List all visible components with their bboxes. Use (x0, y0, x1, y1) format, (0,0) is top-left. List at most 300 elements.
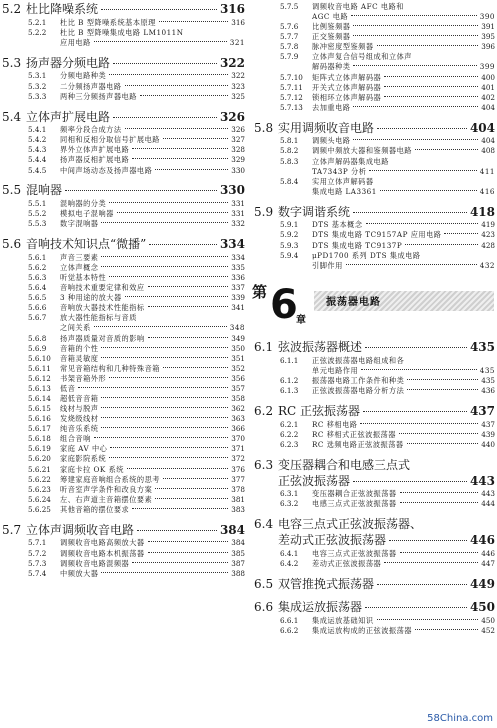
entry-title: 集成运放基础知识 (312, 615, 374, 625)
leader-dots (384, 96, 478, 97)
leader-dots (101, 572, 228, 573)
page-number: 381 (231, 494, 245, 504)
entry-title: 立体声复合信号组成和立体声 (312, 52, 412, 62)
page-number: 327 (231, 135, 245, 145)
page-number: 387 (231, 558, 245, 568)
toc-subsection (0, 82, 245, 91)
entry-number: 6.4.1 (280, 548, 299, 558)
toc-section (0, 183, 245, 197)
leader-dots (377, 584, 467, 585)
page-number: 449 (469, 576, 495, 591)
leader-dots (400, 492, 479, 493)
entry-title: 分频电路种类 (60, 71, 107, 81)
entry-title: 立体声调频收音电路 (26, 522, 135, 537)
leader-dots (366, 223, 479, 224)
entry-number: 5.6.17 (28, 424, 51, 434)
page-number: 349 (231, 333, 245, 343)
leader-dots (351, 15, 477, 16)
leader-dots (405, 244, 478, 245)
toc-subsection (0, 293, 245, 302)
entry-title: 界外立体声扩展电路 (60, 145, 130, 155)
toc-subsection (0, 404, 245, 413)
page-number: 390 (479, 12, 495, 22)
entry-number: 5.6.3 (28, 273, 47, 283)
page-number: 326 (219, 109, 245, 124)
entry-title: 音响技术重要定律和效应 (60, 283, 145, 293)
toc-section (0, 110, 245, 124)
entry-title: 集成运放构成的正弦波振荡器 (312, 625, 412, 635)
entry-title: 电容三点式正弦波振荡器、 (278, 517, 423, 532)
toc-subsection (252, 22, 495, 31)
entry-title: 听音室声学条件和改良方案 (60, 484, 153, 494)
toc-subsection (0, 424, 245, 433)
entry-number: 5.6.9 (28, 343, 47, 353)
leader-dots (363, 411, 467, 412)
entry-number: 5.6.19 (28, 444, 51, 454)
page-number: 436 (481, 386, 495, 396)
entry-title: 低音 (60, 383, 76, 393)
page-number: 396 (481, 42, 495, 52)
toc-subsection (252, 157, 495, 166)
leader-dots (365, 607, 467, 608)
leader-dots (132, 158, 228, 159)
toc-subsection (0, 253, 245, 262)
page-number: 437 (481, 419, 495, 429)
entry-title: 集成电路 LA3361 (312, 186, 377, 196)
entry-title: 常见音箱结构和几种特殊音箱 (60, 363, 160, 373)
entry-title: 3 种用途的放大器 (60, 293, 122, 303)
leader-dots (346, 264, 477, 265)
toc-subsection (0, 454, 245, 463)
leader-dots (101, 222, 228, 223)
page-number: 404 (469, 120, 495, 135)
leader-dots (101, 417, 228, 418)
entry-title: 数字调谐系统 (278, 204, 351, 219)
entry-number: 5.8.1 (280, 136, 299, 146)
entry-title: AGC 电路 (312, 12, 349, 22)
toc-subsection (252, 430, 495, 439)
entry-title: 两种三分频扬声器电路 (60, 91, 137, 101)
entry-number: 5.6.7 (28, 313, 47, 323)
leader-dots (399, 433, 478, 434)
page-number: 446 (469, 532, 495, 547)
spacer (0, 102, 245, 110)
page-number: 447 (481, 558, 495, 568)
leader-dots (407, 379, 478, 380)
leader-dots (353, 65, 476, 66)
entry-title: 音箱灵敏度 (60, 353, 99, 363)
leader-dots (353, 212, 467, 213)
entry-number: 5.9.2 (280, 230, 299, 240)
entry-number: 5.9.4 (280, 250, 299, 260)
entry-title: 混响器的分类 (60, 199, 107, 209)
page-number: 357 (231, 383, 245, 393)
entry-title: 发烧级线材 (60, 414, 99, 424)
entry-number: 6.1.2 (280, 376, 299, 386)
entry-title: 矩阵式立体声解码器 (312, 72, 382, 82)
toc-subsection (0, 344, 245, 353)
entry-title: 模拟电子混响器 (60, 209, 114, 219)
leader-dots (163, 367, 228, 368)
entry-number: 6.4 (254, 517, 274, 532)
entry-number: 5.8 (254, 120, 274, 135)
entry-number: 6.2.3 (280, 439, 299, 449)
entry-title: 实用立体声解码器 (312, 176, 374, 186)
toc-subsection (0, 374, 245, 383)
leader-dots (365, 347, 467, 348)
toc-subsection (252, 2, 495, 11)
page-number: 402 (481, 92, 495, 102)
page-number: 339 (231, 293, 245, 303)
page-number: 356 (231, 373, 245, 383)
toc-subsection (252, 559, 495, 568)
toc-subsection (0, 313, 245, 322)
entry-number: 5.6.12 (28, 373, 51, 383)
leader-dots (101, 397, 228, 398)
page-number: 358 (231, 394, 245, 403)
chapter-title: 振荡器电路 (326, 296, 381, 308)
leader-dots (384, 562, 478, 563)
page-number: 411 (479, 166, 495, 176)
entry-number: 5.7.7 (280, 32, 299, 42)
leader-dots (400, 552, 479, 553)
entry-title: 家庭 AV 中心 (60, 444, 108, 454)
entry-number: 5.6.13 (28, 383, 51, 393)
spacer (0, 48, 245, 56)
entry-number: 5.3.2 (28, 81, 47, 91)
leader-dots (163, 478, 228, 479)
page-number: 371 (231, 444, 245, 454)
entry-number: 5.6 (2, 237, 22, 252)
leader-dots (94, 326, 227, 327)
entry-number: 5.6.2 (28, 262, 47, 272)
entry-number: 5.7.12 (280, 92, 303, 102)
entry-number: 5.4.2 (28, 135, 47, 145)
toc-subsection (0, 334, 245, 343)
entry-number: 5.9 (254, 204, 274, 219)
toc-subsection (252, 220, 495, 229)
page-number: 388 (231, 568, 245, 578)
entry-title: 其他音箱的摆位要求 (60, 504, 130, 514)
leader-dots (101, 9, 217, 10)
toc-subsection (252, 499, 495, 508)
page-number: 334 (231, 252, 245, 262)
toc-subsection (0, 485, 245, 494)
entry-number: 6.3.2 (280, 499, 299, 509)
page-number: 384 (231, 538, 245, 548)
spacer (252, 509, 495, 517)
toc-subsection (252, 386, 495, 395)
page-number: 316 (219, 2, 245, 16)
leader-dots (113, 117, 217, 118)
entry-number: 5.7.11 (280, 82, 303, 92)
entry-number: 6.5 (254, 576, 274, 591)
leader-dots (113, 63, 217, 64)
toc-subsection (252, 626, 495, 635)
entry-title: DTS 集成电路 TC9137P (312, 240, 403, 250)
leader-dots (407, 389, 478, 390)
toc-subsection (252, 489, 495, 498)
entry-title: 音响技术知识点“微播” (26, 237, 147, 252)
page-number: 416 (479, 186, 495, 196)
entry-number: 5.6.5 (28, 293, 47, 303)
page-number: 419 (481, 220, 495, 230)
toc-subsection (0, 283, 245, 292)
entry-number: 5.6.20 (28, 454, 51, 464)
entry-title: 比例鉴频器 (312, 22, 351, 32)
toc-section (252, 340, 495, 354)
leader-dots (101, 407, 228, 408)
entry-title: 正弦波振荡器电路分析方法 (312, 386, 405, 396)
entry-number: 5.7.6 (280, 22, 299, 32)
page-number: 341 (231, 303, 245, 313)
page-number: 423 (481, 230, 495, 240)
leader-dots (155, 169, 228, 170)
leader-dots (101, 357, 228, 358)
leader-dots (149, 244, 217, 245)
toc-subsection (0, 559, 245, 568)
toc-subsection (0, 71, 245, 80)
entry-title: DTS 集成电路 TC9157AP 应用电路 (312, 230, 442, 240)
entry-number: 5.6.4 (28, 283, 47, 293)
toc-entry-continuation (252, 62, 495, 71)
entry-title: 调频收音电路本机振荡器 (60, 548, 145, 558)
entry-title: 中间声场动态及扬声器电路 (60, 165, 153, 175)
entry-title: 家庭卡拉 OK 系统 (60, 464, 124, 474)
leader-dots (415, 629, 478, 630)
page-number: 323 (231, 81, 245, 91)
leader-dots (101, 266, 228, 267)
toc-subsection (0, 538, 245, 547)
spacer (0, 229, 245, 237)
entry-title: 杜比 B 型降噪系统基本原理 (60, 17, 156, 27)
leader-dots (353, 481, 467, 482)
entry-number: 5.7.13 (280, 102, 303, 112)
entry-title: TA7343P 分析 (312, 166, 367, 176)
leader-dots (65, 190, 217, 191)
entry-title: RC 移相电路 (312, 419, 358, 429)
leader-dots (127, 468, 228, 469)
leader-dots (101, 427, 228, 428)
page-number: 328 (231, 145, 245, 155)
entry-number: 6.2.2 (280, 429, 299, 439)
page-number: 443 (469, 473, 495, 488)
toc-subsection (0, 394, 245, 403)
entry-number: 6.3 (254, 457, 274, 472)
page-number: 444 (481, 499, 495, 509)
entry-number: 5.6.16 (28, 414, 51, 424)
entry-title: 双管推挽式振荡器 (278, 576, 375, 591)
leader-dots (125, 128, 229, 129)
toc-subsection (0, 303, 245, 312)
entry-title: 正弦波振荡器 (278, 473, 351, 488)
toc-subsection (0, 549, 245, 558)
entry-title: 杜比降噪系统 (26, 2, 99, 16)
entry-number: 5.7.9 (280, 52, 299, 62)
entry-title: 杜比 B 型降噪集成电路 LM1011N (60, 27, 184, 37)
entry-title: 集成运放振荡器 (278, 600, 363, 615)
toc-subsection (252, 440, 495, 449)
page-number: 322 (231, 71, 245, 81)
entry-number: 5.6.11 (28, 363, 51, 373)
spacer (252, 271, 495, 279)
page-number: 337 (231, 283, 245, 293)
entry-title: 差动式正弦波振荡器 (278, 532, 387, 547)
entry-number: 5.6.22 (28, 474, 51, 484)
entry-title: 立体声解码器集成电路 (312, 156, 389, 166)
entry-title: 调频收音电路 AFC 电路和 (312, 2, 404, 11)
leader-dots (137, 530, 217, 531)
page-number: 446 (481, 548, 495, 558)
entry-number: 5.7.10 (280, 72, 303, 82)
page-number: 316 (231, 17, 245, 27)
page-number: 418 (469, 204, 495, 219)
leader-dots (148, 541, 229, 542)
toc-entry-continuation (252, 167, 495, 176)
entry-title: 变压器耦合和电感三点式 (278, 457, 411, 472)
toc-subsection (0, 92, 245, 101)
leader-dots (155, 488, 228, 489)
entry-title: 正交鉴频器 (312, 32, 351, 42)
spacer (252, 197, 495, 205)
toc-subsection (0, 354, 245, 363)
leader-dots (353, 106, 478, 107)
page-number: 322 (219, 55, 245, 70)
entry-number: 5.7.1 (28, 538, 47, 548)
entry-title: μPD1700 系列 DTS 集成电路 (312, 250, 421, 260)
toc-entry-continuation (252, 12, 495, 21)
entry-title: 调频头电路 (312, 136, 351, 146)
entry-number: 6.6 (254, 600, 274, 615)
entry-number: 5.4.1 (28, 125, 47, 135)
toc-subsection (0, 384, 245, 393)
toc-entry-continuation (0, 323, 245, 332)
entry-title: 实用调频收音电路 (278, 120, 375, 135)
entry-title: DTS 基本概念 (312, 220, 363, 230)
page-number: 321 (229, 37, 245, 47)
entry-title: 单元电路作用 (312, 366, 359, 375)
leader-dots (353, 139, 478, 140)
entry-title: 超低音音箱 (60, 394, 99, 403)
leader-dots (94, 41, 227, 42)
page-number: 408 (481, 146, 495, 156)
toc-section (252, 600, 495, 614)
entry-number: 5.6.24 (28, 494, 51, 504)
leader-dots (407, 443, 479, 444)
leader-dots (109, 74, 228, 75)
toc-subsection (252, 136, 495, 145)
entry-number: 6.3.1 (280, 489, 299, 499)
leader-dots (78, 387, 228, 388)
entry-number: 6.6.2 (280, 625, 299, 635)
entry-number: 6.2 (254, 404, 274, 419)
entry-title: 变压器耦合正弦波振荡器 (312, 489, 397, 499)
entry-title: 弦波振荡器概述 (278, 340, 363, 355)
leader-dots (148, 552, 229, 553)
toc-entry-continuation (0, 38, 245, 47)
entry-title: 频率分段合成方法 (60, 125, 122, 135)
page-number: 440 (481, 439, 495, 449)
entry-title: 电感三点式正弦波振荡器 (312, 499, 397, 509)
page-number: 452 (481, 625, 495, 635)
entry-title: 音箱的个性 (60, 343, 99, 353)
entry-title: 调频中频放大器和鉴频器电路 (312, 146, 412, 156)
page-number: 331 (231, 199, 245, 209)
toc-subsection (0, 263, 245, 272)
toc-section (252, 458, 495, 472)
leader-dots (125, 85, 229, 86)
toc-subsection (252, 146, 495, 155)
leader-dots (109, 457, 228, 458)
entry-title: RC 移相式正弦波振荡器 (312, 429, 396, 439)
entry-number: 5.4.5 (28, 165, 47, 175)
leader-dots (140, 95, 228, 96)
leader-dots (353, 35, 478, 36)
leader-dots (377, 619, 479, 620)
page-number: 377 (231, 474, 245, 484)
page-number: 352 (231, 363, 245, 373)
page-number: 370 (231, 434, 245, 444)
leader-dots (117, 212, 228, 213)
page-number: 450 (481, 615, 495, 625)
leader-dots (132, 148, 228, 149)
entry-number: 5.7.8 (280, 42, 299, 52)
entry-title: 纯音乐系统 (60, 424, 99, 434)
entry-title: 混响器 (26, 183, 63, 198)
page-number: 332 (231, 219, 245, 229)
page-number: 435 (479, 366, 495, 375)
entry-number: 5.6.14 (28, 394, 51, 403)
spacer (0, 176, 245, 184)
entry-number: 5.6.18 (28, 434, 51, 444)
page-number: 385 (231, 548, 245, 558)
leader-dots (384, 86, 478, 87)
page-number: 366 (231, 424, 245, 434)
page-number: 399 (479, 62, 495, 72)
spacer (252, 569, 495, 577)
entry-number: 5.6.1 (28, 252, 47, 262)
entry-title: 解码器种类 (312, 62, 351, 72)
entry-number: 5.6.10 (28, 353, 51, 363)
entry-number: 5.6.6 (28, 303, 47, 313)
page-number: 372 (231, 454, 245, 464)
toc-subsection (0, 28, 245, 37)
toc-section (0, 56, 245, 70)
page-number: 325 (231, 91, 245, 101)
spacer (252, 396, 495, 404)
toc-subsection (0, 166, 245, 175)
leader-dots (369, 170, 476, 171)
leader-dots (148, 337, 229, 338)
entry-number: 5.3.3 (28, 91, 47, 101)
page-number: 428 (481, 240, 495, 250)
spacer (252, 592, 495, 600)
leader-dots (353, 25, 478, 26)
entry-number: 5.8.3 (280, 156, 299, 166)
entry-number: 5.9.1 (280, 220, 299, 230)
page-number: 383 (231, 504, 245, 514)
leader-dots (415, 149, 478, 150)
leader-dots (444, 233, 478, 234)
page-number: 401 (481, 82, 495, 92)
leader-dots (132, 508, 228, 509)
toc-subsection (0, 155, 245, 164)
entry-title: 左、右声道主音箱摆位要素 (60, 494, 153, 504)
page-number: 363 (231, 414, 245, 424)
toc-subsection (252, 73, 495, 82)
leader-dots (380, 190, 477, 191)
spacer (0, 515, 245, 523)
